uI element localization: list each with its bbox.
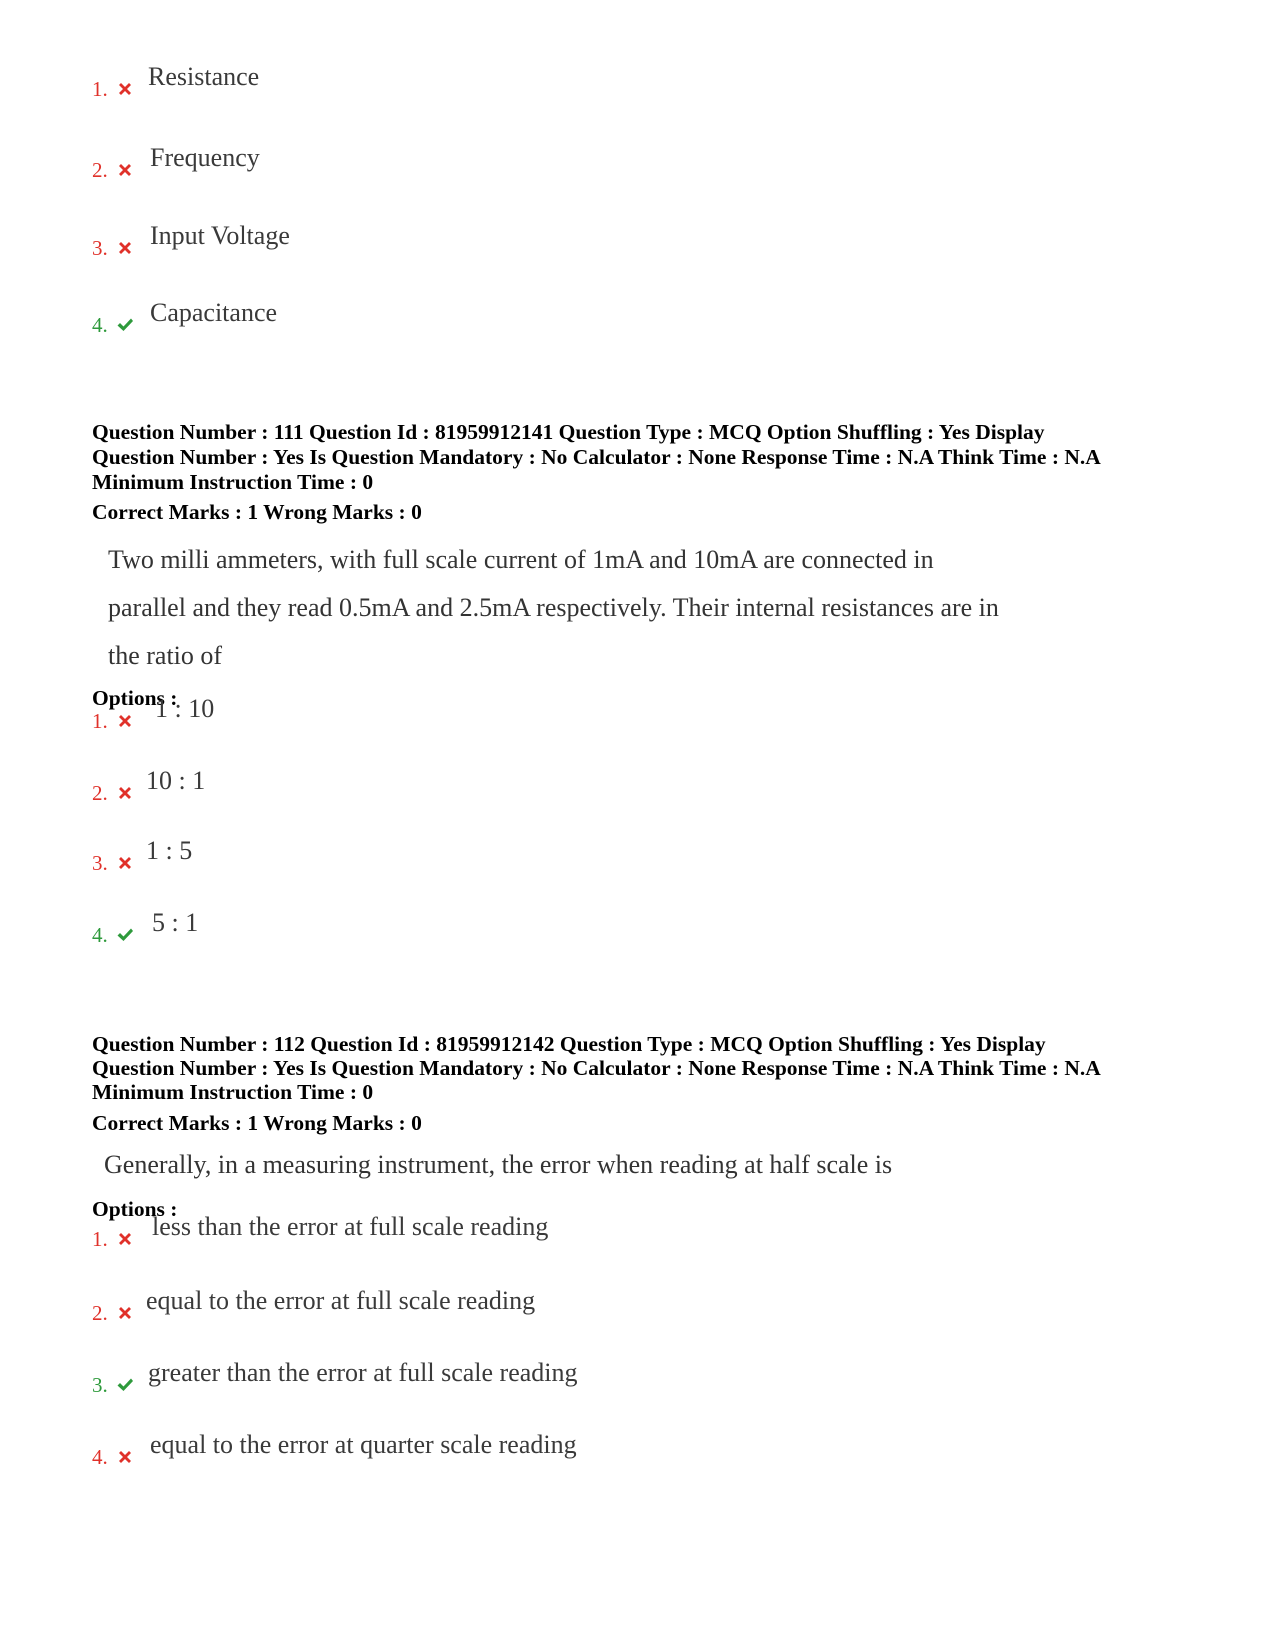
options-label: Options : [92, 1197, 178, 1221]
option-1 [92, 692, 992, 732]
question-meta-line: Question Number : 111 Question Id : 81959912141 Question Type : MCQ Option Shuffling : Yes Display [92, 420, 1045, 444]
option-number: 3. [92, 236, 108, 260]
option-text: Resistance [148, 62, 260, 91]
cross-icon [116, 1448, 134, 1466]
cross-icon [116, 1230, 134, 1248]
option-text: 1 : 5 [146, 836, 193, 865]
option-3 [92, 834, 992, 874]
option-2 [92, 141, 992, 181]
option-number: 1. [92, 709, 108, 733]
cross-icon [116, 239, 134, 257]
option-4 [92, 906, 992, 946]
cross-icon [116, 712, 134, 730]
question-text-line: parallel and they read 0.5mA and 2.5mA respectively. Their internal resistances are in [108, 593, 999, 622]
question-text-line: Two milli ammeters, with full scale current of 1mA and 10mA are connected in [108, 545, 934, 574]
option-3 [92, 219, 992, 259]
option-4 [92, 1428, 992, 1468]
cross-icon [116, 854, 134, 872]
option-number: 3. [92, 1373, 108, 1397]
option-number: 2. [92, 781, 108, 805]
option-text: Input Voltage [150, 221, 290, 250]
option-text: Frequency [150, 143, 260, 172]
option-1 [92, 60, 992, 100]
question-meta-line: Question Number : Yes Is Question Mandatory : No Calculator : None Response Time : N.A Think Time : N.A [92, 1056, 1101, 1080]
check-icon [116, 1376, 134, 1394]
option-number: 4. [92, 313, 108, 337]
question-meta-line: Question Number : 112 Question Id : 81959912142 Question Type : MCQ Option Shuffling : Yes Display [92, 1032, 1046, 1056]
option-text: equal to the error at full scale reading [146, 1286, 536, 1315]
question-text-line: the ratio of [108, 641, 223, 670]
option-text: Capacitance [150, 298, 278, 327]
option-text: greater than the error at full scale reading [148, 1358, 578, 1387]
question-marks: Correct Marks : 1 Wrong Marks : 0 [92, 1111, 422, 1135]
option-4 [92, 296, 992, 336]
cross-icon [116, 784, 134, 802]
option-number: 2. [92, 1301, 108, 1325]
option-text: 1 : 10 [155, 694, 215, 723]
option-number: 1. [92, 1227, 108, 1251]
option-number: 2. [92, 158, 108, 182]
option-2 [92, 1284, 992, 1324]
option-number: 3. [92, 851, 108, 875]
option-2 [92, 764, 992, 804]
question-marks: Correct Marks : 1 Wrong Marks : 0 [92, 500, 422, 524]
option-3 [92, 1356, 992, 1396]
cross-icon [116, 161, 134, 179]
question-text-line: Generally, in a measuring instrument, the error when reading at half scale is [104, 1150, 893, 1179]
cross-icon [116, 80, 134, 98]
option-text: 10 : 1 [146, 766, 206, 795]
options-label: Options : [92, 686, 178, 710]
cross-icon [116, 1304, 134, 1322]
option-number: 4. [92, 923, 108, 947]
option-text: 5 : 1 [152, 908, 199, 937]
question-meta-line: Minimum Instruction Time : 0 [92, 470, 374, 494]
option-text: less than the error at full scale reading [152, 1212, 549, 1241]
option-1 [92, 1210, 992, 1250]
question-meta-line: Minimum Instruction Time : 0 [92, 1080, 374, 1104]
check-icon [116, 926, 134, 944]
check-icon [116, 316, 134, 334]
option-number: 4. [92, 1445, 108, 1469]
option-text: equal to the error at quarter scale reading [150, 1430, 577, 1459]
option-number: 1. [92, 77, 108, 101]
question-meta-line: Question Number : Yes Is Question Mandatory : No Calculator : None Response Time : N.A Think Time : N.A [92, 445, 1101, 469]
